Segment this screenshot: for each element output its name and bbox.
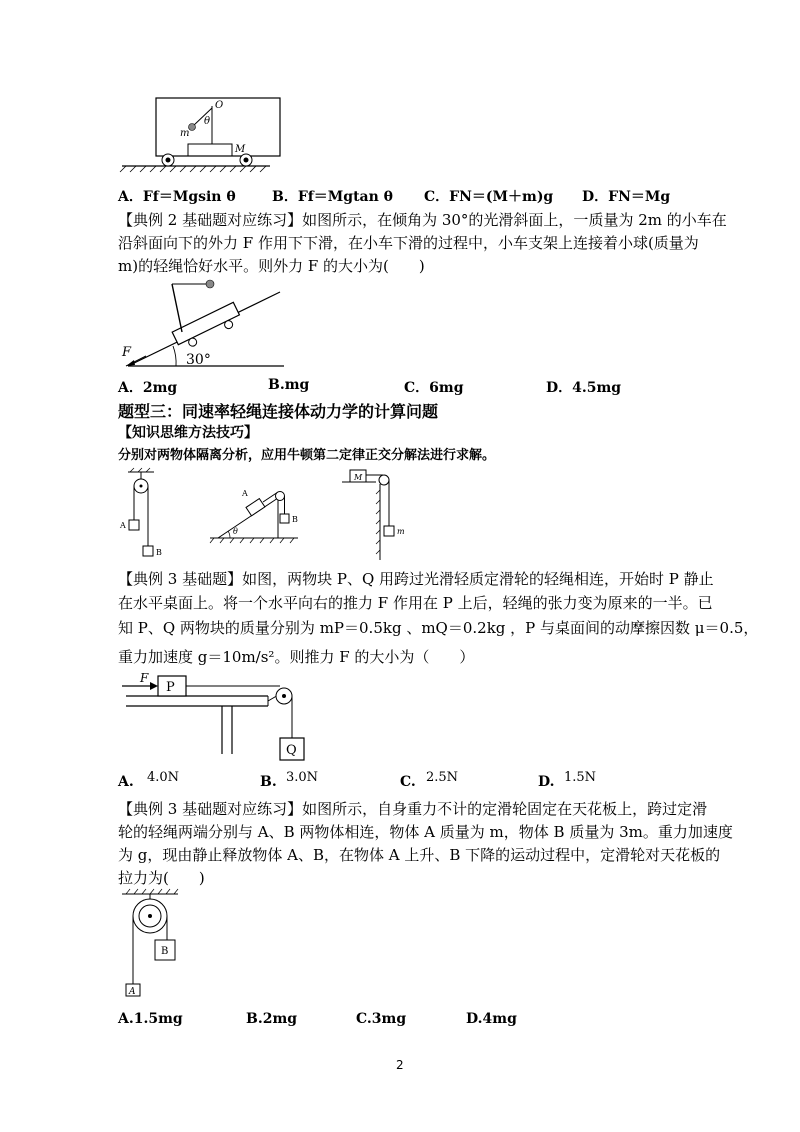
q2-option-c: C．6mg bbox=[404, 380, 464, 396]
incline-cart-figure bbox=[118, 278, 308, 370]
method-text: 分别对两物体隔离分析，应用牛顿第二定律正交分解法进行求解。 bbox=[118, 448, 496, 463]
q2-option-b: B.mg bbox=[268, 377, 310, 393]
ex3-line-4: 重力加速度 g＝10m/s²。则推力 F 的大小为（ ） bbox=[118, 648, 475, 666]
ex3b-line-3: 为 g，现由静止释放物体 A、B，在物体 A 上升、B 下降的运动过程中，定滑轮对天花板的 bbox=[118, 846, 721, 864]
fig5-label-A: A bbox=[129, 987, 136, 997]
fig3-label-M: M bbox=[354, 473, 363, 482]
ex3b-line-2: 轮的轻绳两端分别与 A、B 两物体相连，物体 A 质量为 m，物体 B 质量为 3m。重力加速度 bbox=[118, 823, 733, 841]
ex3-line-2: 在水平桌面上。将一个水平向右的推力 F 作用在 P 上后，轻绳的张力变为原来的一半。已 bbox=[118, 594, 713, 612]
q3-option-a-value: 4.0N bbox=[147, 770, 180, 785]
fig3-label-B2: B bbox=[292, 515, 298, 524]
ex3-line-3: 知 P、Q 两物块的质量分别为 mP＝0.5kg 、mQ＝0.2kg ，P 与桌面间的动摩擦因数 μ＝0.5， bbox=[118, 619, 759, 637]
ex2-line-3: m)的轻绳恰好水平。则外力 F 的大小为( ) bbox=[118, 257, 425, 275]
q3-option-d: D. bbox=[538, 774, 555, 790]
ceiling-pulley-figure bbox=[118, 888, 198, 1000]
q4-option-b: B.2mg bbox=[246, 1011, 298, 1027]
q1-option-c: C．FN＝(M＋m)g bbox=[424, 189, 554, 205]
ex3-line-1: 【典例 3 基础题】如图，两物块 P、Q 用跨过光滑轻质定滑轮的轻绳相连，开始时 P 静止 bbox=[118, 570, 714, 588]
fig2-label-angle: 30° bbox=[186, 352, 211, 368]
fig1-label-O: O bbox=[215, 100, 224, 111]
q3-option-d-value: 1.5N bbox=[564, 770, 597, 785]
fig3-label-m: m bbox=[397, 527, 405, 536]
fig1-label-m: m bbox=[180, 128, 190, 139]
fig4-label-P: P bbox=[166, 680, 175, 695]
section-title: 题型三：同速率轻绳连接体动力学的计算问题 bbox=[118, 402, 439, 421]
fig5-label-B: B bbox=[161, 946, 169, 957]
fig3-label-B: B bbox=[156, 548, 162, 557]
q3-option-b: B. bbox=[260, 774, 277, 790]
fig3-label-A: A bbox=[120, 521, 126, 530]
pulley-systems-figure bbox=[118, 468, 418, 563]
q3-option-c: C. bbox=[400, 774, 416, 790]
fig1-label-theta: θ bbox=[204, 116, 211, 127]
q3-option-c-value: 2.5N bbox=[426, 770, 459, 785]
ex3b-line-1: 【典例 3 基础题对应练习】如图所示，自身重力不计的定滑轮固定在天花板上，跨过定滑 bbox=[118, 800, 708, 818]
cart-pendulum-figure bbox=[112, 92, 282, 172]
q2-option-d: D．4.5mg bbox=[546, 380, 622, 396]
ex2-line-1: 【典例 2 基础题对应练习】如图所示，在倾角为 30°的光滑斜面上，一质量为 2m 的小车在 bbox=[118, 211, 727, 229]
table-pulley-figure bbox=[118, 672, 318, 772]
q1-option-a: A．Ff＝Mgsin θ bbox=[118, 189, 236, 205]
ex2-line-2: 沿斜面向下的外力 F 作用下下滑，在小车下滑的过程中，小车支架上连接着小球(质量为 bbox=[118, 234, 699, 252]
q3-option-b-value: 3.0N bbox=[286, 770, 319, 785]
fig3-label-A2: A bbox=[242, 489, 248, 498]
q4-option-c: C.3mg bbox=[356, 1011, 407, 1027]
q4-option-d: D.4mg bbox=[466, 1011, 517, 1027]
page-number: 2 bbox=[396, 1058, 404, 1072]
fig1-label-M: M bbox=[235, 144, 246, 155]
q4-option-a: A.1.5mg bbox=[118, 1011, 183, 1027]
fig2-label-F: F bbox=[122, 345, 132, 360]
q1-option-b: B．Ff＝Mgtan θ bbox=[272, 189, 394, 205]
section-subtitle: 【知识思维方法技巧】 bbox=[118, 425, 258, 441]
q3-option-a: A. bbox=[118, 774, 134, 790]
ex3b-line-4: 拉力为( ) bbox=[118, 869, 205, 887]
fig4-label-F: F bbox=[140, 671, 149, 685]
fig4-label-Q: Q bbox=[286, 743, 297, 758]
q1-option-d: D．FN＝Mg bbox=[582, 189, 671, 205]
q2-option-a: A．2mg bbox=[118, 380, 178, 396]
fig3-label-theta: θ bbox=[233, 527, 238, 536]
